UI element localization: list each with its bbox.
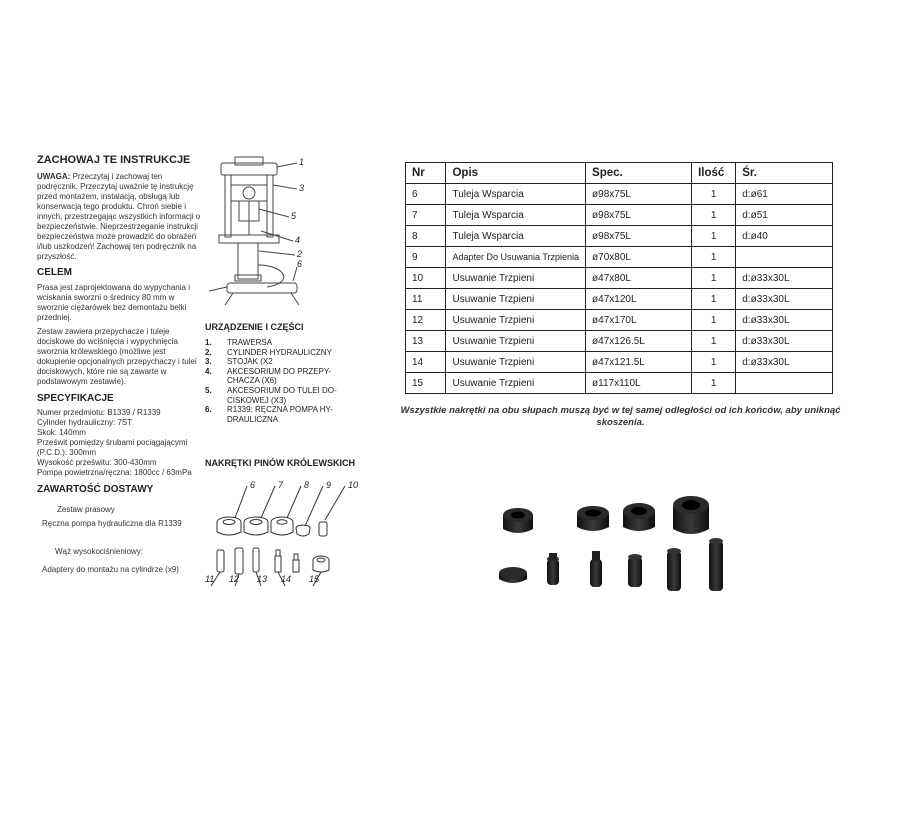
- table-row: [406, 289, 833, 310]
- parts-item-label: CYLINDER HYDRAULICZNY: [227, 347, 332, 357]
- cell-ilosc: 1: [692, 352, 736, 373]
- table-row: [406, 247, 833, 268]
- parts-item: [205, 405, 355, 424]
- cell-sr: [736, 373, 833, 394]
- spec-line: Cylinder hydrauliczny: 7ST: [37, 418, 133, 427]
- cell-ilosc: 1: [692, 205, 736, 226]
- spec-line: Numer przedmiotu: B1339 / R1339: [37, 408, 161, 417]
- cell-spec: ø70x80L: [586, 247, 692, 268]
- cell-opis: Usuwanie Trzpieni: [446, 352, 586, 373]
- table-row: [406, 373, 833, 394]
- parts-heading: URZĄDZENIE I CZĘŚCI: [205, 322, 304, 332]
- press-diagram: [205, 155, 315, 315]
- goal-text-2: Zestaw zawiera przepychacze i tuleje dociskowe do wciśnięcia i wypychnięcia sworznia królewskiego (możliwe jest dokupienie opcjonalnych przepychaczy i tulei dociskowych, które nie są zawarte w podstawowym zestawie).: [37, 327, 197, 386]
- parts-item-label: AKCESORIUM DO PRZEPY- CHACZA (X6): [227, 366, 332, 386]
- parts-item-label: R1339: RĘCZNA POMPA HY- DRAULICZNA: [227, 405, 333, 424]
- cell-opis: Usuwanie Trzpieni: [446, 289, 586, 310]
- alignment-note: Wszystkie nakrętki na obu słupach muszą być w tej samej odległości od ich końców, aby uniknąć skoszenia.: [400, 405, 841, 428]
- column-header: Opis: [446, 163, 586, 184]
- column-header: Śr.: [736, 163, 833, 184]
- table-row: [406, 226, 833, 247]
- cell-spec: ø47x126.5L: [586, 331, 692, 352]
- goal-heading: CELEM: [37, 267, 72, 278]
- cell-spec: ø47x120L: [586, 289, 692, 310]
- column-header: Ilość: [692, 163, 736, 184]
- nuts-heading: NAKRĘTKI PINÓW KRÓLEWSKICH: [205, 458, 355, 468]
- cell-ilosc: 1: [692, 247, 736, 268]
- contents-line: Adaptery do montażu na cylindrze (x9): [42, 565, 179, 574]
- spec-heading: SPECYFIKACJE: [37, 393, 114, 404]
- cell-sr: d:ø33x30L: [736, 310, 833, 331]
- parts-item: [205, 357, 355, 367]
- nut-number-bottom: 15: [309, 574, 320, 584]
- spec-line: Prześwit pomiędzy śrubami pociągającymi: [37, 438, 188, 447]
- table-row: [406, 352, 833, 373]
- cell-sr: d:ø51: [736, 205, 833, 226]
- cell-ilosc: 1: [692, 226, 736, 247]
- cell-sr: d:ø33x30L: [736, 352, 833, 373]
- diagram-callout: 5: [291, 211, 297, 221]
- nut-number-top: 7: [278, 480, 284, 490]
- cell-spec: ø117x110L: [586, 373, 692, 394]
- cell-nr: 12: [406, 310, 446, 331]
- parts-item-number: 5.: [205, 385, 212, 395]
- parts-item: [205, 348, 355, 358]
- cell-ilosc: 1: [692, 331, 736, 352]
- cell-nr: 11: [406, 289, 446, 310]
- spec-list: [37, 408, 203, 478]
- cell-opis: Adapter Do Usuwania Trzpienia: [446, 247, 586, 268]
- cell-spec: ø98x75L: [586, 205, 692, 226]
- cell-sr: d:ø33x30L: [736, 268, 833, 289]
- diagram-callout: 1: [299, 157, 305, 167]
- column-header: Spec.: [586, 163, 692, 184]
- cell-nr: 13: [406, 331, 446, 352]
- cell-opis: Tuleja Wsparcia: [446, 184, 586, 205]
- warning-label: UWAGA:: [37, 172, 71, 181]
- table-row: [406, 331, 833, 352]
- cell-ilosc: 1: [692, 268, 736, 289]
- cell-sr: d:ø33x30L: [736, 289, 833, 310]
- nut-number-bottom: 13: [257, 574, 268, 584]
- diagram-callout: 3: [299, 183, 305, 193]
- nut-number-top: 9: [326, 480, 332, 490]
- contents-line: Zestaw prasowy: [57, 505, 115, 514]
- table-row: [406, 268, 833, 289]
- contents-line: Ręczna pompa hydrauliczna dla R1339: [42, 519, 182, 528]
- diagram-callout: 6: [297, 259, 303, 269]
- parts-item-number: 4.: [205, 366, 212, 376]
- cell-opis: Tuleja Wsparcia: [446, 226, 586, 247]
- contents-heading: ZAWARTOŚĆ DOSTAWY: [37, 484, 154, 495]
- cell-ilosc: 1: [692, 310, 736, 331]
- instructions-heading: ZACHOWAJ TE INSTRUKCJE: [37, 154, 191, 166]
- table-row: [406, 310, 833, 331]
- cell-spec: ø47x170L: [586, 310, 692, 331]
- parts-item: [205, 386, 355, 405]
- table-row: [406, 184, 833, 205]
- diagram-callout: 2: [297, 249, 303, 259]
- goal-text-1: Prasa jest zaprojektowana do wypychania i wciskania sworzni o średnicy 80 mm w sworznie ciężarówek bez demontażu belki przedniej.: [37, 283, 190, 322]
- nut-number-top: 6: [250, 480, 256, 490]
- cell-spec: ø98x75L: [586, 184, 692, 205]
- cell-ilosc: 1: [692, 373, 736, 394]
- cell-ilosc: 1: [692, 184, 736, 205]
- cell-nr: 14: [406, 352, 446, 373]
- cell-sr: d:ø33x30L: [736, 331, 833, 352]
- cell-opis: Usuwanie Trzpieni: [446, 373, 586, 394]
- cell-nr: 7: [406, 205, 446, 226]
- table-header-row: [406, 163, 833, 184]
- nut-number-top: 10: [348, 480, 359, 490]
- cell-sr: d:ø40: [736, 226, 833, 247]
- diagram-callout: 4: [295, 235, 301, 245]
- warning-paragraph: [37, 172, 203, 262]
- parts-item-number: 6.: [205, 405, 212, 415]
- spec-line: Skok: 140mm: [37, 428, 86, 437]
- parts-item-label: TRAWERSA: [227, 338, 273, 347]
- spec-line: Wysokość prześwitu: 300-430mm: [37, 458, 157, 467]
- parts-item: [205, 338, 355, 348]
- cell-nr: 10: [406, 268, 446, 289]
- spec-line: Pompa powietrzna/ręczna: 1800cc / 63mPa: [37, 468, 192, 477]
- accessories-photo-drawing: [495, 485, 745, 600]
- parts-item-label: STOJAK (X2: [227, 357, 273, 367]
- parts-item: [205, 367, 355, 386]
- nut-number-bottom: 11: [205, 574, 215, 584]
- contents-line: Wąż wysokociśnieniowy:: [55, 547, 144, 556]
- spec-table: [405, 162, 833, 394]
- cell-ilosc: 1: [692, 289, 736, 310]
- cell-sr: [736, 247, 833, 268]
- parts-item-number: 3.: [205, 357, 212, 367]
- cell-spec: ø98x75L: [586, 226, 692, 247]
- nuts-section: [205, 458, 370, 593]
- nut-number-bottom: 12: [229, 574, 240, 584]
- warning-text: Przeczytaj i zachowaj ten podręcznik. Przeczytaj uważnie tę instrukcję przed montażem, instalacją, obsługą lub konserwacją tego produktu. Chroń siebie i innych, przestrzegając wszystkich informacji o bezpieczeństwie. Nieprzestrzeganie instrukcji bezpieczeństwa może prowadzić do obrażeń i/lub uszkodzeń! Zachowaj ten podręcznik na przyszłość.: [37, 172, 201, 261]
- table-row: [406, 205, 833, 226]
- spec-line: (P.C.D.): 300mm: [37, 448, 96, 457]
- parts-item-label: AKCESORIUM DO TULEI DO- CISKOWEJ (X3): [227, 385, 337, 405]
- cell-nr: 8: [406, 226, 446, 247]
- cell-nr: 9: [406, 247, 446, 268]
- cell-opis: Usuwanie Trzpieni: [446, 268, 586, 289]
- cell-opis: Usuwanie Trzpieni: [446, 331, 586, 352]
- cell-opis: Tuleja Wsparcia: [446, 205, 586, 226]
- cell-nr: 15: [406, 373, 446, 394]
- nut-number-bottom: 14: [281, 574, 292, 584]
- parts-list: [205, 338, 355, 424]
- cell-spec: ø47x121.5L: [586, 352, 692, 373]
- cell-sr: d:ø61: [736, 184, 833, 205]
- accessories-photo: [495, 485, 745, 600]
- parts-section: [205, 322, 355, 424]
- parts-item-number: 1.: [205, 338, 212, 347]
- left-column: [37, 150, 203, 575]
- cell-nr: 6: [406, 184, 446, 205]
- nut-number-top: 8: [304, 480, 310, 490]
- column-header: Nr: [406, 163, 446, 184]
- cell-opis: Usuwanie Trzpieni: [446, 310, 586, 331]
- parts-item-number: 2.: [205, 347, 212, 357]
- cell-spec: ø47x80L: [586, 268, 692, 289]
